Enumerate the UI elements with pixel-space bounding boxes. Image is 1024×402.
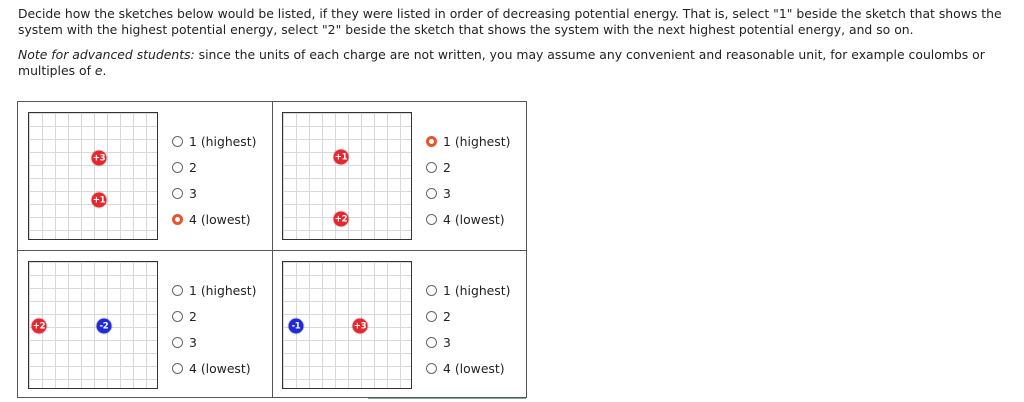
note-label: Note for advanced students: [18,47,195,62]
rank-option-2[interactable] [172,154,256,180]
rank-option-1[interactable] [172,277,256,303]
radio-button[interactable] [426,214,437,225]
negative-charge: -2 [97,319,112,334]
positive-charge: +3 [92,151,107,166]
negative-charge: -1 [289,319,304,334]
charge-sketch [28,261,158,389]
radio-button[interactable] [426,136,437,147]
positive-charge: +2 [32,319,47,334]
sketch-cell-2 [272,102,526,250]
note-end: . [102,62,107,78]
rank-radio-group [172,128,256,232]
instructions-text: Decide how the sketches below would be listed, if they were listed in order of decreasing potential energy. That is, select "1" beside the sketch that shows the system with the highest potential energy, select "2" beside the sketch that shows the system with the next highest potential energy, and so on. [18,6,1002,37]
radio-button[interactable] [172,162,183,173]
rank-option-label: 4 (lowest) [189,211,251,227]
radio-button[interactable] [426,285,437,296]
radio-button[interactable] [172,337,183,348]
rank-radio-group [426,277,510,381]
rank-option-label: 3 [443,334,451,350]
radio-button[interactable] [172,136,183,147]
advanced-note [18,47,1008,78]
sketch-table [17,101,527,398]
sketch-cell-4 [272,251,526,399]
table-bottom-highlight [368,398,526,399]
radio-button[interactable] [172,285,183,296]
rank-option-3[interactable] [172,180,256,206]
note-unit: e [94,62,103,78]
positive-charge: +3 [353,319,368,334]
positive-charge: +1 [92,193,107,208]
radio-button[interactable] [426,337,437,348]
radio-button[interactable] [426,162,437,173]
rank-option-label: 3 [443,185,451,201]
rank-option-4[interactable] [172,355,256,381]
rank-option-4[interactable] [426,206,510,232]
radio-button[interactable] [172,188,183,199]
rank-option-label: 4 (lowest) [443,360,505,376]
rank-option-label: 2 [189,308,197,324]
rank-option-label: 1 (highest) [189,282,257,298]
sketch-cell-3 [18,251,272,399]
rank-option-label: 1 (highest) [443,282,511,298]
radio-button[interactable] [172,214,183,225]
rank-option-label: 2 [189,159,197,175]
rank-option-4[interactable] [172,206,256,232]
rank-option-2[interactable] [172,303,256,329]
rank-option-2[interactable] [426,154,510,180]
rank-option-label: 2 [443,159,451,175]
rank-option-label: 1 (highest) [443,133,511,149]
positive-charge: +1 [334,150,349,165]
rank-option-3[interactable] [426,180,510,206]
rank-option-1[interactable] [172,128,256,154]
sketch-cell-1 [18,102,272,250]
rank-option-label: 2 [443,308,451,324]
radio-button[interactable] [172,311,183,322]
rank-radio-group [426,128,510,232]
rank-option-label: 3 [189,185,197,201]
charge-sketch [282,261,412,389]
charge-sketch [282,112,412,240]
rank-option-2[interactable] [426,303,510,329]
radio-button[interactable] [426,311,437,322]
radio-button[interactable] [426,188,437,199]
rank-option-label: 4 (lowest) [189,360,251,376]
radio-button[interactable] [172,363,183,374]
rank-option-1[interactable] [426,128,510,154]
rank-option-1[interactable] [426,277,510,303]
rank-option-label: 3 [189,334,197,350]
rank-radio-group [172,277,256,381]
rank-option-4[interactable] [426,355,510,381]
charge-sketch [28,112,158,240]
radio-button[interactable] [426,363,437,374]
rank-option-3[interactable] [172,329,256,355]
rank-option-label: 1 (highest) [189,133,257,149]
positive-charge: +2 [334,212,349,227]
rank-option-3[interactable] [426,329,510,355]
rank-option-label: 4 (lowest) [443,211,505,227]
note-text: since the units of each charge are not written, you may assume any convenient and reasonable unit, for example coulombs or multiples of [18,47,985,78]
